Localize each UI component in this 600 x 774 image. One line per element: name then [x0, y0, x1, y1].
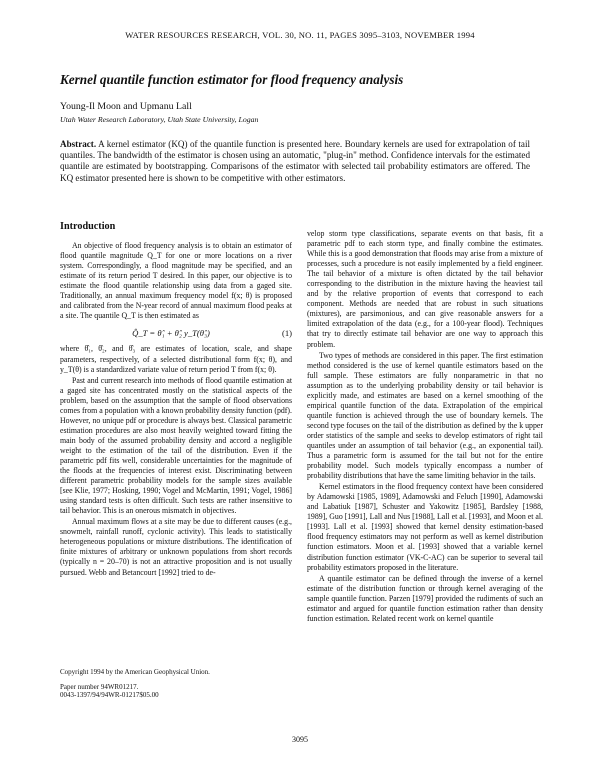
- paper-title: Kernel quantile function estimator for flood frequency analysis: [60, 72, 404, 87]
- intro-paragraph-2: where θ̂₁, θ̂₂, and θ̂₃ are estimates of location, scale, and shape parameters, respectively, of a selected distributional form f(x; θ), and y_T(θ) is a standardized variate value of return period T from f(x; θ).: [60, 344, 292, 374]
- equation-1: [60, 328, 292, 338]
- left-column: [60, 222, 292, 578]
- right-column: [307, 229, 543, 624]
- equation-number: (1): [281, 328, 292, 339]
- intro-paragraph-1: An objective of flood frequency analysis is to obtain an estimator of flood quantile magnitude Q_T for one or more locations on a river system. Correspondingly, a flood magnitude may be specified, and an estimate of its return period T desired. In this paper, our objective is to estimate the flood quantile relationship using data from a gaged site. Traditionally, an annual maximum frequency model f(x; θ) is proposed and calibrated from the N-year record of annual maximum flood peaks at a site. The quantile Q_T is then estimated as: [60, 241, 292, 321]
- intro-paragraph-4: Annual maximum flows at a site may be due to different causes (e.g., snowmelt, rainfall runoff, cyclonic activity). This leads to statistically heterogeneous populations or mixture distributions. The identification of finite mixtures of arbitrary or unknown populations from short records (typically n = 20–70) is not an attractive proposition and is not usually pursued. Webb and Betancourt [1992] tried to de-: [60, 517, 292, 577]
- equation-body: Q̂_T = θ̂₁ + θ̂₂ y_T(θ̂₃): [132, 328, 210, 339]
- copyright-line: Copyright 1994 by the American Geophysical Union.: [60, 668, 210, 676]
- author-affiliation: Utah Water Research Laboratory, Utah State University, Logan: [60, 115, 259, 124]
- paper-authors: Young-Il Moon and Upmanu Lall: [60, 101, 192, 112]
- abstract-label: Abstract.: [60, 139, 97, 149]
- section-heading-introduction: Introduction: [60, 221, 116, 232]
- abstract: [60, 139, 530, 184]
- copyright-footnote: [60, 668, 292, 700]
- intro-paragraph-3: Past and current research into methods of flood quantile estimation at a gaged site has concentrated mostly on the statistical aspects of the problem, based on the assumption that the sample of flood observations comes from a population with a known probability density function (pdf). However, no unique pdf or procedure is always best. Classical parametric estimation procedures are also most heavily weighted toward fitting the main body of the assumed probability density and accord a negligible weight to the estimation of the tail of the distribution. Even if the parametric pdf fits well, considerable uncertainties for the magnitude of the floods at the frequencies of interest exist. Discriminating between different parametric probability models for the sample sizes available [see Klie, 1977; Hosking, 1990; Vogel and McMartin, 1991; Vogel, 1986] using standard tests is often difficult. Such tests are rather insensitive to tail behavior. This is an onerous mismatch in objectives.: [60, 375, 292, 516]
- intro-paragraph-5: velop storm type classifications, separate events on that basis, fit a parametric pdf to each storm type, and finally combine the estimates. While this is a good demonstration that floods may arise from a mixture of processes, such a procedure is not easily implemented by a field engineer. The tail behavior of a mixture is often dictated by the tail behavior corresponding to the distribution in the mixture having the heaviest tail and by the relative proportion of events that correspond to each component. Methods are needed that are robust in such situations (mixtures), are parsimonious, and can give reasonable answers for a limited extrapolation of the data (e.g., for a 100-year flood). Techniques that try to directly estimate tail behavior are one way to approach this problem.: [307, 229, 543, 349]
- intro-paragraph-6: Two types of methods are considered in this paper. The first estimation method considered is the use of kernel quantile estimators based on the full sample. These estimators are fully nonparametric in that no assumption as to the underlying probability density or tail behavior is explicitly made, and estimates are based on a kernel smoothing of the empirical quantile function of the data. Extrapolation of the empirical quantile function is achieved through the use of boundary kernels. The second type focuses on the tail of the distribution as defined by the k upper order statistics of the sample and seeks to develop estimators of right tail quantiles under an assumption of tail behavior (e.g., an exponential tail). Thus a parametric form is assumed for the tail but not for the entire probability model. Such models typically encompass a number of probability distributions that have the same limiting behavior in the tails.: [307, 350, 543, 481]
- intro-paragraph-7: Kernel estimators in the flood frequency context have been considered by Adamowski [1985, 1989], Adamowski and Feluch [1990], Adamowski and Labatiuk [1987], Schuster and Yakowitz [1985], Bardsley [1988, 1989], Guo [1991], Lall and Nus [1988], Lall et al. [1993], and Moon et al. [1993]. Lall et al. [1993] showed that kernel density estimation-based flood frequency estimators may not perform as well as kernel distribution function estimators. Moon et al. [1993] showed that a variable kernel distribution function estimator (VK-C-AC) can be superior to several tail probability estimators proposed in the literature.: [307, 482, 543, 572]
- paper-number: Paper number 94WR01217.: [60, 682, 139, 691]
- running-head: WATER RESOURCES RESEARCH, VOL. 30, NO. 11, PAGES 3095–3103, NOVEMBER 1994: [125, 30, 475, 40]
- abstract-text: A kernel estimator (KQ) of the quantile function is presented here. Boundary kernels are used for extrapolation of tail quantiles. The bandwidth of the estimator is chosen using an automatic, "plug-in" method. Confidence intervals for the estimated quantile are estimated by bootstrapping. Comparisons of the estimator with selected tail probability estimators are offered. The KQ estimator presented here is shown to be competitive with other estimators.: [60, 139, 530, 183]
- intro-paragraph-8: A quantile estimator can be defined through the inverse of a kernel estimate of the distribution function or through kernel averaging of the sample quantile function. Parzen [1979] provided the rudiments of such an estimator and argued for quantile function estimation rather than density function estimation. Related recent work on kernel quantile: [307, 573, 543, 623]
- article-code: 0043-1397/94/94WR-01217$05.00: [60, 691, 159, 700]
- page-number: 3095: [292, 735, 308, 744]
